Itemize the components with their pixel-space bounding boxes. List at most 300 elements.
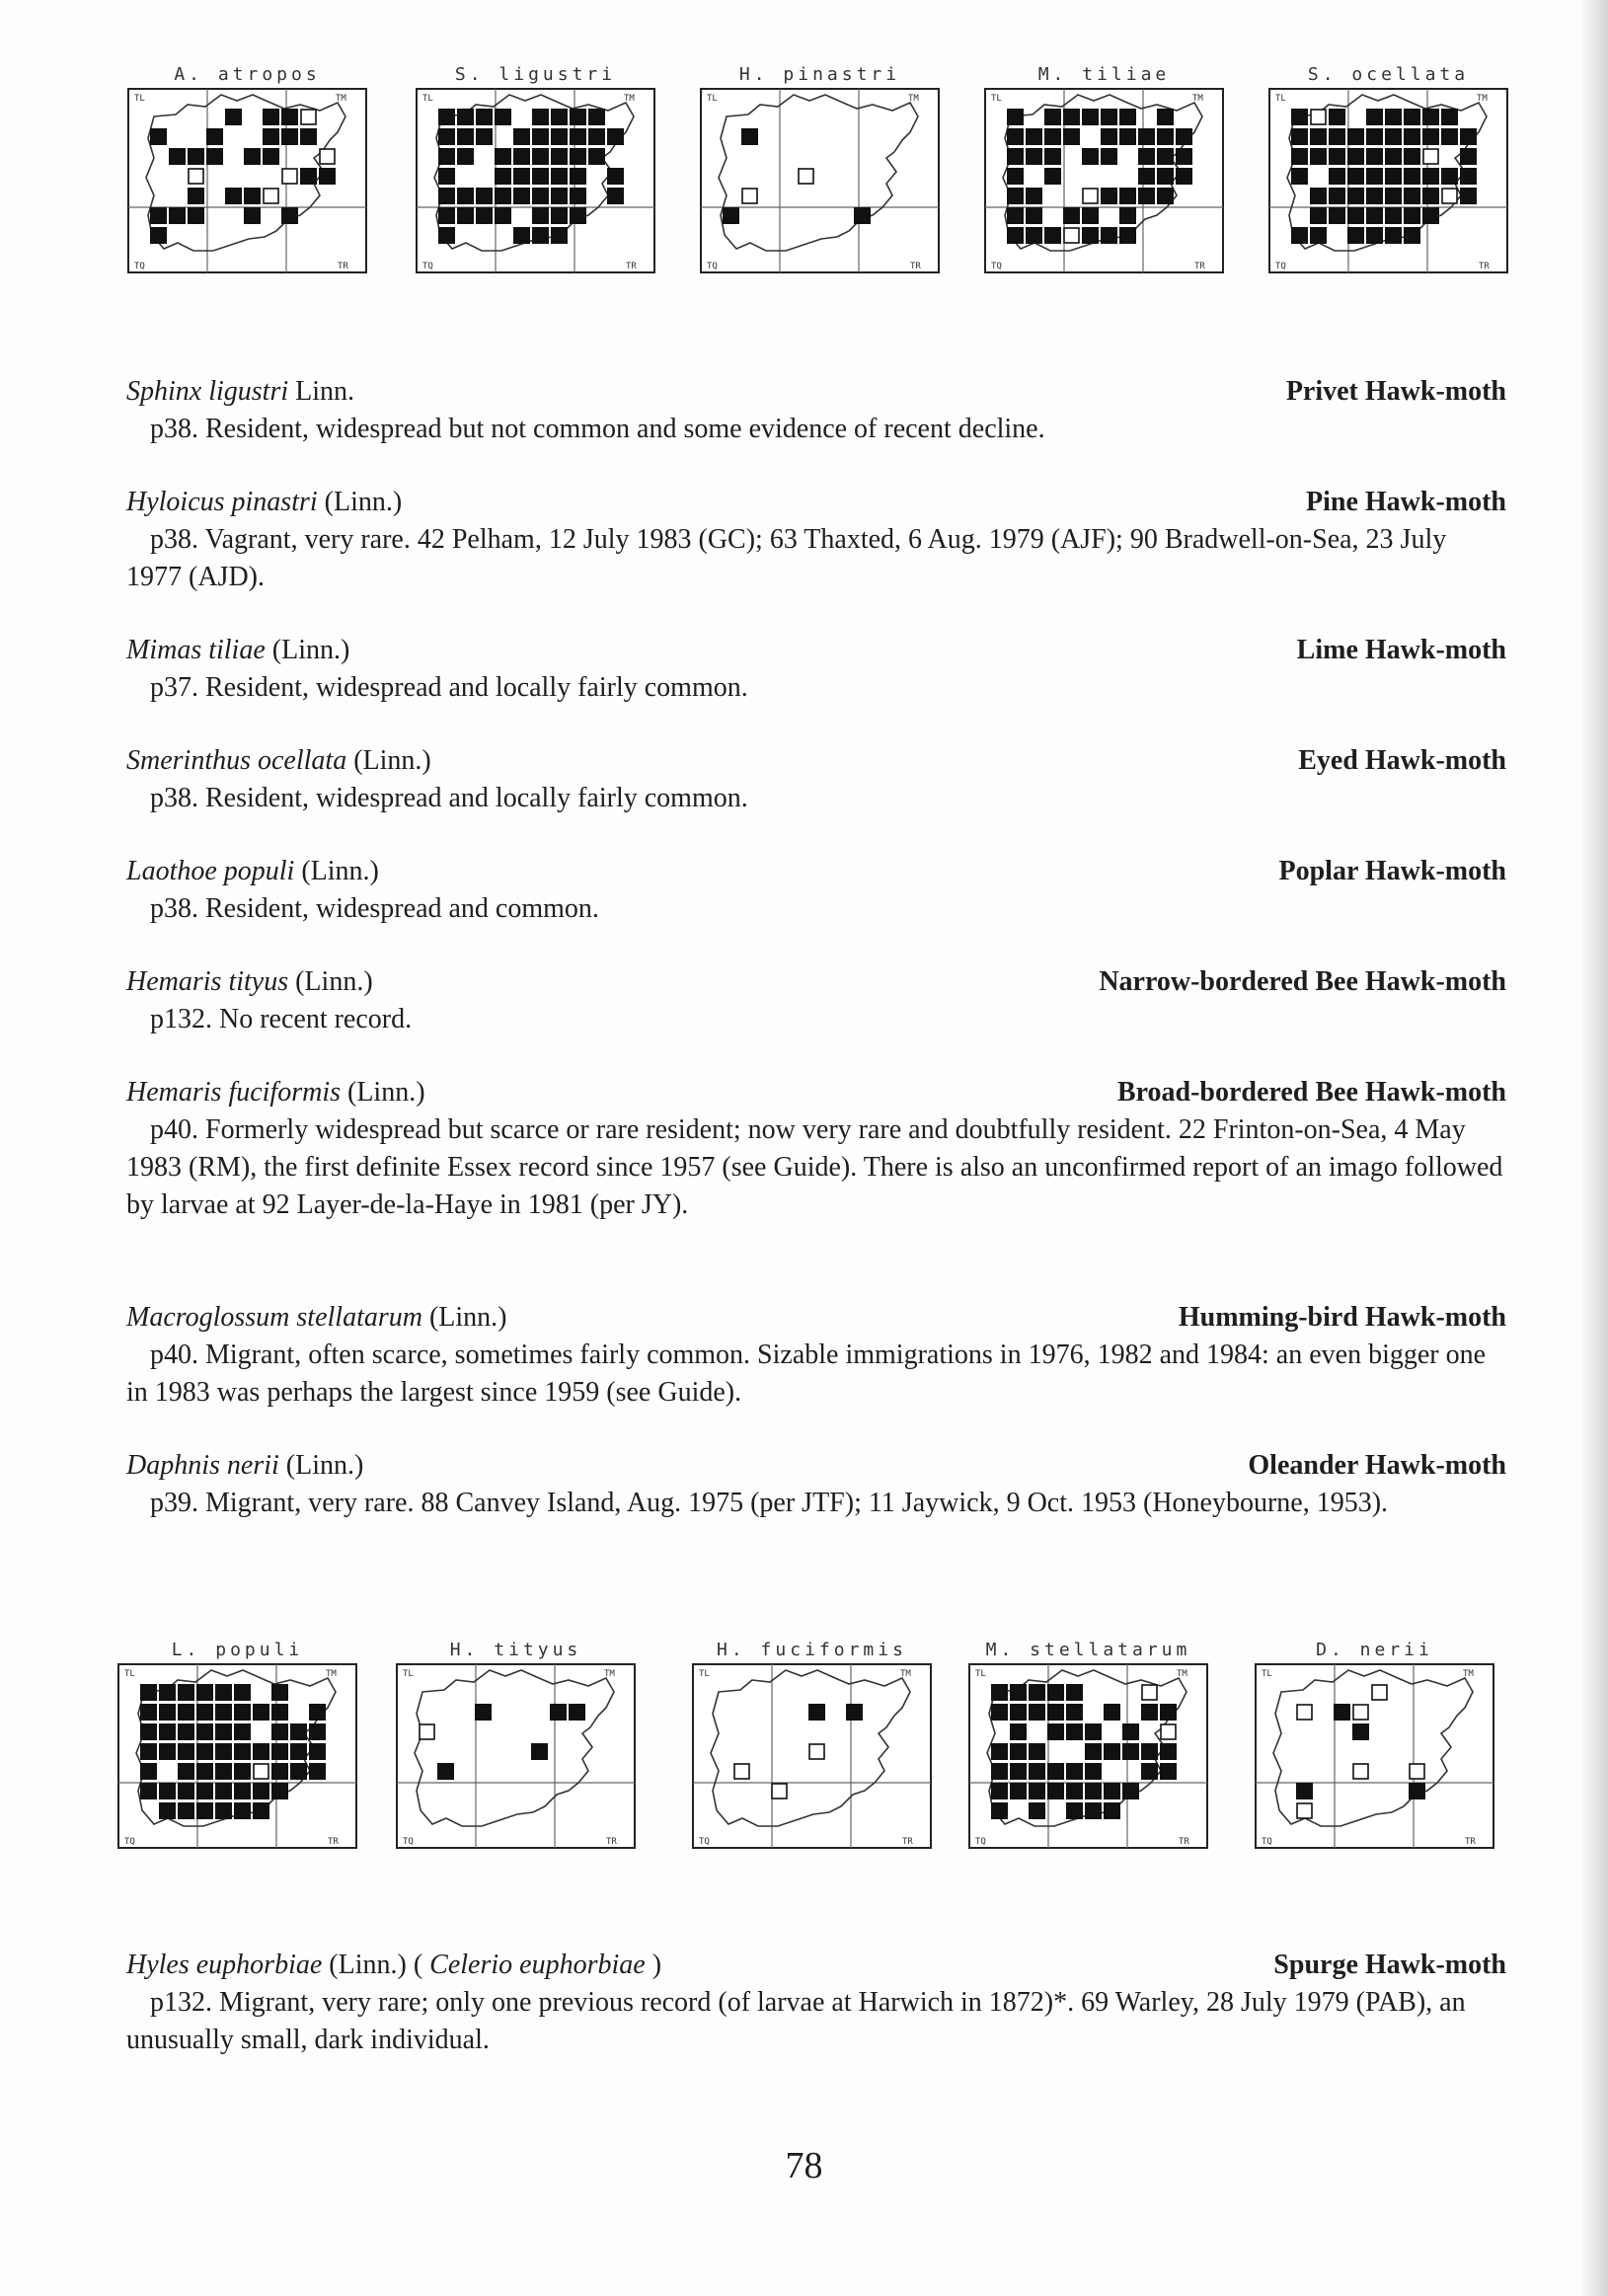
record-square bbox=[1404, 148, 1420, 165]
grid-ref-label: TQ bbox=[1262, 1837, 1272, 1847]
record-square bbox=[1026, 148, 1042, 165]
old-record-square bbox=[1064, 228, 1079, 243]
record-square bbox=[1157, 168, 1174, 185]
common-name: Poplar Hawk-moth bbox=[1278, 856, 1506, 886]
record-square bbox=[1138, 128, 1155, 145]
record-square bbox=[1441, 109, 1458, 125]
record-square bbox=[437, 1763, 454, 1780]
old-record-square bbox=[264, 189, 278, 203]
grid-ref-label: TQ bbox=[134, 262, 145, 271]
record-square bbox=[1101, 128, 1117, 145]
record-square bbox=[495, 109, 511, 125]
species-entry bbox=[126, 1447, 1506, 1522]
record-square bbox=[1029, 1783, 1045, 1799]
common-name: Oleander Hawk-moth bbox=[1248, 1450, 1506, 1481]
record-square bbox=[178, 1684, 194, 1701]
grid-ref-label: TL bbox=[707, 94, 718, 104]
record-square bbox=[1066, 1704, 1083, 1721]
map-title: H. fuciformis bbox=[717, 1640, 907, 1660]
record-square bbox=[1404, 188, 1420, 204]
record-square bbox=[1409, 1783, 1425, 1799]
record-square bbox=[723, 207, 739, 224]
record-square bbox=[150, 128, 167, 145]
record-square bbox=[263, 148, 279, 165]
record-square bbox=[1007, 207, 1024, 224]
record-square bbox=[991, 1743, 1008, 1760]
record-square bbox=[1441, 128, 1458, 145]
old-record-square bbox=[1410, 1764, 1424, 1779]
essex-map bbox=[983, 87, 1225, 274]
record-square bbox=[438, 188, 455, 204]
record-square bbox=[215, 1684, 232, 1701]
entry-text: p38. Resident, widespread but not common and some evidence of recent decline. bbox=[150, 414, 1045, 444]
record-square bbox=[457, 148, 474, 165]
record-square bbox=[196, 1783, 213, 1799]
grid-ref-label: TL bbox=[403, 1669, 414, 1679]
record-square bbox=[476, 207, 493, 224]
record-square bbox=[1010, 1763, 1027, 1780]
record-square bbox=[1441, 168, 1458, 185]
old-record-square bbox=[799, 169, 813, 184]
distribution-maps-bottom bbox=[0, 1639, 1608, 1866]
essex-map bbox=[415, 87, 656, 274]
grid-ref-label: TR bbox=[1465, 1837, 1476, 1847]
record-square bbox=[281, 128, 298, 145]
record-square bbox=[159, 1684, 176, 1701]
record-square bbox=[1104, 1704, 1120, 1721]
latin-name: Hemaris fuciformis bbox=[126, 1077, 341, 1108]
record-square bbox=[1082, 109, 1099, 125]
entry-text: p132. Migrant, very rare; only one previous record (of larvae at Harwich in 1872)*. 69 Warley, 28 July 1979 (PAB), an unusually small, dark individual. bbox=[126, 1987, 1466, 2055]
record-square bbox=[1291, 148, 1308, 165]
record-square bbox=[196, 1743, 213, 1760]
author: (Linn.) bbox=[341, 1077, 425, 1108]
record-square bbox=[1063, 207, 1080, 224]
record-square bbox=[1063, 128, 1080, 145]
record-square bbox=[1157, 128, 1174, 145]
record-square bbox=[551, 109, 568, 125]
record-square bbox=[457, 109, 474, 125]
record-square bbox=[215, 1802, 232, 1819]
record-square bbox=[178, 1743, 194, 1760]
record-square bbox=[1007, 227, 1024, 244]
grid-ref-label: TL bbox=[124, 1669, 135, 1679]
record-square bbox=[1026, 128, 1042, 145]
record-square bbox=[846, 1704, 863, 1721]
record-square bbox=[1404, 207, 1420, 224]
record-square bbox=[551, 207, 568, 224]
record-square bbox=[991, 1684, 1008, 1701]
record-square bbox=[319, 168, 336, 185]
old-record-square bbox=[1083, 189, 1098, 203]
grid-ref-label: TM bbox=[1477, 94, 1488, 104]
record-square bbox=[1291, 109, 1308, 125]
record-square bbox=[1104, 1743, 1120, 1760]
record-square bbox=[570, 188, 586, 204]
old-record-square bbox=[734, 1764, 749, 1779]
record-square bbox=[1385, 109, 1402, 125]
species-entry bbox=[126, 373, 1506, 448]
record-square bbox=[1010, 1684, 1027, 1701]
record-square bbox=[215, 1763, 232, 1780]
record-square bbox=[159, 1704, 176, 1721]
grid-ref-label: TM bbox=[1192, 94, 1203, 104]
map-title: M. stellatarum bbox=[985, 1640, 1191, 1660]
record-square bbox=[1122, 1783, 1139, 1799]
record-square bbox=[1101, 148, 1117, 165]
common-name: Spurge Hawk-moth bbox=[1273, 1950, 1506, 1980]
record-square bbox=[271, 1743, 288, 1760]
grid-ref-label: TL bbox=[422, 94, 433, 104]
record-square bbox=[532, 188, 549, 204]
record-square bbox=[196, 1684, 213, 1701]
record-square bbox=[550, 1704, 567, 1721]
distribution-map bbox=[699, 63, 941, 274]
record-square bbox=[1044, 168, 1061, 185]
record-square bbox=[290, 1763, 307, 1780]
record-square bbox=[532, 128, 549, 145]
record-square bbox=[271, 1704, 288, 1721]
map-frame bbox=[397, 1664, 635, 1848]
record-square bbox=[457, 207, 474, 224]
record-square bbox=[1119, 227, 1136, 244]
record-square bbox=[1310, 207, 1327, 224]
common-name: Narrow-bordered Bee Hawk-moth bbox=[1099, 966, 1506, 997]
record-square bbox=[532, 207, 549, 224]
record-square bbox=[1101, 227, 1117, 244]
distribution-maps-top bbox=[0, 63, 1608, 290]
record-square bbox=[1366, 128, 1383, 145]
record-square bbox=[140, 1783, 157, 1799]
record-square bbox=[1460, 128, 1477, 145]
record-square bbox=[1047, 1783, 1064, 1799]
record-square bbox=[1010, 1704, 1027, 1721]
record-square bbox=[532, 168, 549, 185]
record-square bbox=[808, 1704, 825, 1721]
essex-map bbox=[116, 1662, 358, 1850]
record-square bbox=[1385, 207, 1402, 224]
record-square bbox=[570, 168, 586, 185]
record-square bbox=[1047, 1763, 1064, 1780]
entry-text: p37. Resident, widespread and locally fairly common. bbox=[150, 672, 748, 703]
latin-name: Daphnis nerii bbox=[126, 1450, 279, 1481]
old-record-square bbox=[1423, 149, 1438, 164]
record-square bbox=[1141, 1743, 1158, 1760]
common-name: Pine Hawk-moth bbox=[1306, 487, 1506, 517]
author: (Linn.) bbox=[421, 1302, 507, 1333]
record-square bbox=[140, 1723, 157, 1740]
record-square bbox=[234, 1743, 251, 1760]
essex-map bbox=[967, 1662, 1209, 1850]
common-name: Broad-bordered Bee Hawk-moth bbox=[1116, 1077, 1506, 1108]
record-square bbox=[244, 148, 261, 165]
record-square bbox=[991, 1704, 1008, 1721]
record-square bbox=[495, 168, 511, 185]
grid-ref-label: TQ bbox=[699, 1837, 710, 1847]
record-square bbox=[253, 1743, 269, 1760]
entry-heading bbox=[126, 963, 1506, 1001]
record-square bbox=[1160, 1743, 1177, 1760]
record-square bbox=[234, 1723, 251, 1740]
record-square bbox=[178, 1704, 194, 1721]
species-entry bbox=[126, 1947, 1506, 2059]
record-square bbox=[1119, 188, 1136, 204]
record-square bbox=[1404, 168, 1420, 185]
record-square bbox=[1044, 227, 1061, 244]
record-square bbox=[438, 109, 455, 125]
record-square bbox=[570, 109, 586, 125]
distribution-map bbox=[395, 1639, 637, 1850]
grid-ref-label: TQ bbox=[124, 1837, 135, 1847]
record-square bbox=[206, 128, 223, 145]
record-square bbox=[1066, 1723, 1083, 1740]
record-square bbox=[1119, 128, 1136, 145]
record-square bbox=[234, 1763, 251, 1780]
author-close: ) bbox=[645, 1950, 662, 1980]
old-record-square bbox=[1353, 1705, 1368, 1720]
record-square bbox=[1385, 148, 1402, 165]
record-square bbox=[1385, 188, 1402, 204]
record-square bbox=[150, 207, 167, 224]
record-square bbox=[281, 207, 298, 224]
distribution-map bbox=[967, 1639, 1209, 1850]
record-square bbox=[196, 1802, 213, 1819]
record-square bbox=[290, 1743, 307, 1760]
entry-text: p40. Formerly widespread but scarce or rare resident; now very rare and doubtfully resident. 22 Frinton-on-Sea, 4 May 1983 (RM), the first definite Essex record since 1957 (see Guide). There is also an unconfirmed report of an imago followed by larvae at 92 Layer-de-la-Haye in 1981 (per JY). bbox=[126, 1114, 1503, 1220]
record-square bbox=[1138, 148, 1155, 165]
record-square bbox=[1157, 109, 1174, 125]
old-record-square bbox=[1297, 1705, 1312, 1720]
record-square bbox=[513, 148, 530, 165]
record-square bbox=[1366, 168, 1383, 185]
record-square bbox=[1082, 148, 1099, 165]
record-square bbox=[215, 1723, 232, 1740]
record-square bbox=[532, 148, 549, 165]
record-square bbox=[1460, 148, 1477, 165]
grid-ref-label: TQ bbox=[403, 1837, 414, 1847]
record-square bbox=[1366, 227, 1383, 244]
entry-heading bbox=[126, 632, 1506, 669]
grid-ref-label: TL bbox=[1275, 94, 1286, 104]
latin-name: Macroglossum stellatarum bbox=[126, 1302, 422, 1333]
entry-heading bbox=[126, 1947, 1506, 1984]
record-square bbox=[1010, 1723, 1027, 1740]
record-square bbox=[1422, 207, 1439, 224]
record-square bbox=[140, 1704, 157, 1721]
grid-ref-label: TR bbox=[626, 262, 637, 271]
record-square bbox=[1044, 109, 1061, 125]
record-square bbox=[1404, 128, 1420, 145]
record-square bbox=[159, 1723, 176, 1740]
grid-ref-label: TL bbox=[1262, 1669, 1272, 1679]
record-square bbox=[244, 207, 261, 224]
record-square bbox=[1085, 1783, 1102, 1799]
record-square bbox=[457, 128, 474, 145]
record-square bbox=[1047, 1723, 1064, 1740]
record-square bbox=[607, 188, 624, 204]
record-square bbox=[253, 1783, 269, 1799]
old-record-square bbox=[189, 169, 203, 184]
record-square bbox=[1026, 188, 1042, 204]
record-square bbox=[438, 207, 455, 224]
entry-text: p132. No recent record. bbox=[150, 1004, 413, 1034]
record-square bbox=[991, 1783, 1008, 1799]
grid-ref-label: TR bbox=[1179, 1837, 1189, 1847]
grid-ref-label: TR bbox=[338, 262, 348, 271]
record-square bbox=[551, 168, 568, 185]
old-record-square bbox=[420, 1724, 434, 1739]
record-square bbox=[1422, 188, 1439, 204]
record-square bbox=[495, 148, 511, 165]
record-square bbox=[178, 1723, 194, 1740]
distribution-map bbox=[691, 1639, 933, 1850]
essex-map bbox=[1267, 87, 1509, 274]
record-square bbox=[1347, 227, 1364, 244]
author: (Linn.) bbox=[288, 966, 373, 997]
record-square bbox=[1160, 1704, 1177, 1721]
record-square bbox=[569, 1704, 585, 1721]
latin-name: Mimas tiliae bbox=[126, 635, 266, 665]
record-square bbox=[1347, 148, 1364, 165]
record-square bbox=[1085, 1763, 1102, 1780]
species-entry bbox=[126, 632, 1506, 707]
author: (Linn.) bbox=[294, 856, 379, 886]
entry-heading bbox=[126, 1447, 1506, 1485]
record-square bbox=[495, 207, 511, 224]
record-square bbox=[1334, 1704, 1350, 1721]
entry-heading bbox=[126, 1299, 1506, 1337]
record-square bbox=[169, 148, 186, 165]
distribution-map bbox=[1254, 1639, 1495, 1850]
record-square bbox=[271, 1783, 288, 1799]
grid-ref-label: TR bbox=[910, 262, 921, 271]
record-square bbox=[1063, 109, 1080, 125]
record-square bbox=[1160, 1763, 1177, 1780]
record-square bbox=[1347, 207, 1364, 224]
record-square bbox=[1119, 109, 1136, 125]
entry-heading bbox=[126, 373, 1506, 411]
record-square bbox=[1029, 1743, 1045, 1760]
latin-name: Hyloicus pinastri bbox=[126, 487, 318, 517]
record-square bbox=[1176, 128, 1192, 145]
record-square bbox=[309, 1723, 326, 1740]
record-square bbox=[215, 1783, 232, 1799]
entry-heading bbox=[126, 742, 1506, 780]
essex-map bbox=[699, 87, 941, 274]
latin-name: Hemaris tityus bbox=[126, 966, 289, 997]
record-square bbox=[1066, 1802, 1083, 1819]
essex-map bbox=[1254, 1662, 1495, 1850]
record-square bbox=[159, 1743, 176, 1760]
author: (Linn.) bbox=[346, 745, 431, 776]
old-record-square bbox=[742, 189, 757, 203]
record-square bbox=[1385, 168, 1402, 185]
record-square bbox=[1404, 227, 1420, 244]
species-entry bbox=[126, 963, 1506, 1038]
record-square bbox=[1104, 1802, 1120, 1819]
record-square bbox=[588, 109, 605, 125]
common-name: Eyed Hawk-moth bbox=[1298, 745, 1506, 776]
record-square bbox=[1422, 168, 1439, 185]
record-square bbox=[570, 207, 586, 224]
record-square bbox=[253, 1802, 269, 1819]
record-square bbox=[1366, 109, 1383, 125]
record-square bbox=[1122, 1723, 1139, 1740]
record-square bbox=[1352, 1723, 1369, 1740]
map-title: A. atropos bbox=[174, 64, 321, 85]
record-square bbox=[1157, 148, 1174, 165]
record-square bbox=[991, 1763, 1008, 1780]
author: (Linn.) ( bbox=[322, 1950, 430, 1980]
grid-ref-label: TM bbox=[624, 94, 635, 104]
record-square bbox=[588, 148, 605, 165]
record-square bbox=[570, 148, 586, 165]
record-square bbox=[1329, 148, 1345, 165]
author: (Linn.) bbox=[265, 635, 350, 665]
map-frame bbox=[701, 89, 939, 272]
grid-ref-label: TM bbox=[1177, 1669, 1187, 1679]
record-square bbox=[244, 188, 261, 204]
record-square bbox=[1047, 1704, 1064, 1721]
map-title: S. ocellata bbox=[1307, 64, 1470, 85]
record-square bbox=[1310, 227, 1327, 244]
record-square bbox=[1176, 148, 1192, 165]
author: (Linn.) bbox=[278, 1450, 364, 1481]
latin-name: Sphinx ligustri bbox=[126, 376, 289, 407]
record-square bbox=[741, 128, 758, 145]
author: Linn. bbox=[288, 376, 355, 407]
record-square bbox=[1385, 128, 1402, 145]
record-square bbox=[263, 128, 279, 145]
record-square bbox=[1101, 109, 1117, 125]
record-square bbox=[438, 227, 455, 244]
record-square bbox=[1310, 188, 1327, 204]
record-square bbox=[1157, 188, 1174, 204]
essex-map bbox=[126, 87, 368, 274]
record-square bbox=[1085, 1743, 1102, 1760]
record-square bbox=[1010, 1743, 1027, 1760]
record-square bbox=[225, 109, 242, 125]
record-square bbox=[513, 128, 530, 145]
record-square bbox=[215, 1743, 232, 1760]
record-square bbox=[1141, 1763, 1158, 1780]
record-square bbox=[1296, 1783, 1313, 1799]
grid-ref-label: TQ bbox=[991, 262, 1002, 271]
record-square bbox=[1029, 1763, 1045, 1780]
grid-ref-label: TL bbox=[991, 94, 1002, 104]
grid-ref-label: TR bbox=[328, 1837, 339, 1847]
record-square bbox=[551, 188, 568, 204]
common-name: Lime Hawk-moth bbox=[1296, 635, 1506, 665]
grid-ref-label: TQ bbox=[975, 1837, 986, 1847]
record-square bbox=[1066, 1763, 1083, 1780]
record-square bbox=[1007, 188, 1024, 204]
record-square bbox=[178, 1802, 194, 1819]
record-square bbox=[1366, 188, 1383, 204]
record-square bbox=[1085, 1802, 1102, 1819]
record-square bbox=[513, 227, 530, 244]
record-square bbox=[234, 1783, 251, 1799]
record-square bbox=[1329, 188, 1345, 204]
record-square bbox=[1347, 188, 1364, 204]
common-name: Privet Hawk-moth bbox=[1285, 376, 1506, 407]
old-record-square bbox=[1353, 1764, 1368, 1779]
record-square bbox=[309, 1763, 326, 1780]
record-square bbox=[253, 1704, 269, 1721]
record-square bbox=[476, 109, 493, 125]
record-square bbox=[476, 188, 493, 204]
record-square bbox=[225, 188, 242, 204]
